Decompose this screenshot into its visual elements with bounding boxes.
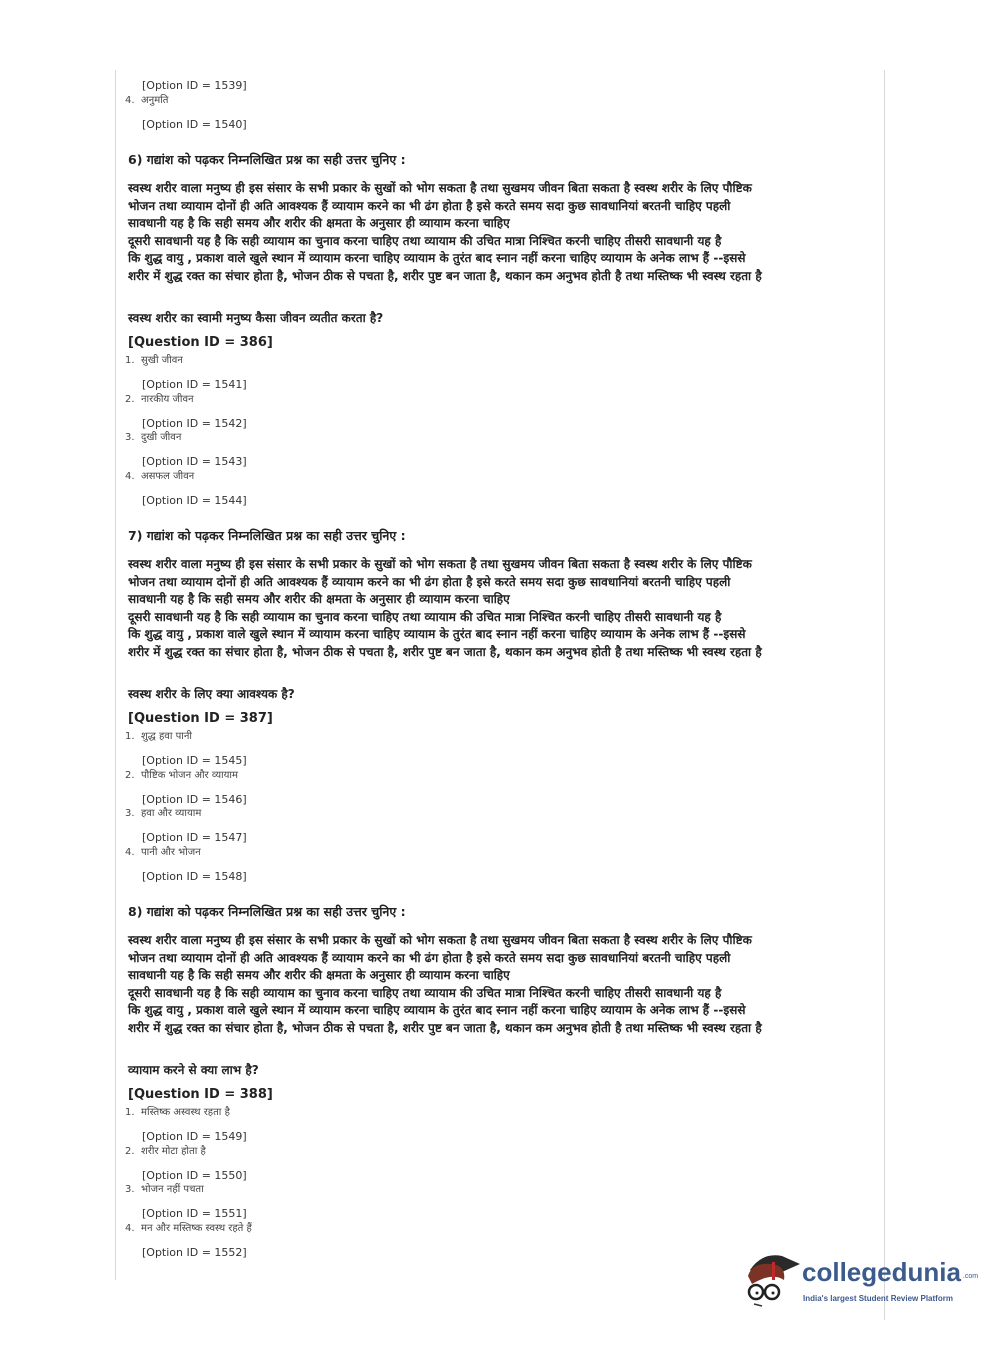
option-text: नारकीय जीवन: [141, 393, 194, 405]
option-id: [Option ID = 1541]: [142, 378, 247, 391]
passage-line: दूसरी सावधानी यह है कि सही व्यायाम का चुनाव करना चाहिए तथा व्यायाम की उचित मात्रा निश्चित करनी चाहिए तीसरी सावधानी यह है: [128, 985, 722, 1000]
option-item: [125, 431, 181, 444]
option-item: [125, 1106, 230, 1119]
option-text: दुखी जीवन: [141, 432, 182, 443]
question-id: [Question ID = 386]: [128, 335, 273, 350]
passage-line: भोजन तथा व्यायाम दोनों ही अति आवश्यक हैं व्यायाम करने का भी ढंग होता है इसे करते समय सदा कुछ सावधानियां बरतनी चाहिए पहली: [128, 950, 731, 965]
option-number: 2.: [125, 769, 135, 781]
option-id: [Option ID = 1550]: [142, 1168, 247, 1182]
passage: [128, 180, 878, 286]
collegedunia-logo: [742, 1250, 992, 1314]
option-item: [125, 393, 194, 406]
option-id: [Option ID = 1542]: [142, 416, 247, 430]
option-number: 4.: [125, 846, 135, 858]
option-item: [125, 1222, 252, 1235]
option-text: मन और मस्तिष्क स्वस्थ रहते हैं: [141, 1222, 252, 1234]
passage-line: शरीर में शुद्ध रक्त का संचार होता है, भोजन ठीक से पचता है, शरीर पुष्ट बन जाता है, थकान कम अनुभव होती है तथा मस्तिष्क भी स्वस्थ रहता है: [128, 644, 762, 659]
option-item: [125, 807, 201, 820]
question-heading: 6) गद्यांश को पढ़कर निम्नलिखित प्रश्न का सही उत्तर चुनिए :: [128, 152, 406, 167]
question-heading: 8) गद्यांश को पढ़कर निम्नलिखित प्रश्न का सही उत्तर चुनिए :: [128, 904, 406, 919]
question-text: व्यायाम करने से क्या लाभ है?: [128, 1063, 259, 1077]
option-number: 4.: [125, 1222, 135, 1234]
option-number: 4.: [125, 95, 135, 106]
passage-line: भोजन तथा व्यायाम दोनों ही अति आवश्यक हैं व्यायाम करने का भी ढंग होता है इसे करते समय सदा कुछ सावधानियां बरतनी चाहिए पहली: [128, 198, 731, 213]
passage: [128, 932, 878, 1038]
option-item: [125, 470, 194, 483]
option-number: 1.: [125, 731, 135, 742]
passage-line: कि शुद्ध वायु , प्रकाश वाले खुले स्थान में व्यायाम करना चाहिए व्यायाम के तुरंत बाद स्नान नहीं करना चाहिए व्यायाम के अनेक लाभ हैं --इससे: [128, 1003, 746, 1018]
option-number: 1.: [125, 1107, 135, 1118]
passage: [128, 556, 878, 662]
option-text: मस्तिष्क अस्वस्थ रहता है: [141, 1107, 230, 1118]
question-id: [Question ID = 388]: [128, 1087, 273, 1102]
option-id: [Option ID = 1539]: [142, 79, 247, 92]
passage-line: स्वस्थ शरीर वाला मनुष्य ही इस संसार के सभी प्रकार के सुखों को भोग सकता है तथा सुखमय जीवन बिता सकता है स्वस्थ शरीर के लिए पौष्टिक: [128, 933, 752, 947]
option-id: [Option ID = 1540]: [142, 118, 247, 131]
option-id: [Option ID = 1547]: [142, 831, 247, 844]
question-block: [125, 528, 878, 912]
option-number: 2.: [125, 1145, 135, 1157]
option-text: असफल जीवन: [141, 470, 195, 482]
option-item: [125, 1183, 204, 1196]
question-text: स्वस्थ शरीर के लिए क्या आवश्यक है?: [128, 687, 295, 701]
option-id: [Option ID = 1546]: [142, 792, 247, 806]
option-text: भोजन नहीं पचता: [141, 1184, 204, 1195]
passage-line: सावधानी यह है कि सही समय और शरीर की क्षमता के अनुसार ही व्यायाम करना चाहिए: [128, 968, 510, 983]
option-item: [125, 846, 201, 859]
option-item: [125, 354, 183, 367]
option-text: शुद्ध हवा पानी: [141, 731, 193, 742]
option-id: [Option ID = 1543]: [142, 455, 247, 468]
option-text: अनुमति: [141, 95, 169, 106]
option-id: [Option ID = 1545]: [142, 754, 247, 767]
question-block: [125, 152, 878, 536]
passage-line: भोजन तथा व्यायाम दोनों ही अति आवश्यक हैं व्यायाम करने का भी ढंग होता है इसे करते समय सदा कुछ सावधानियां बरतनी चाहिए पहली: [128, 574, 731, 589]
option-text: हवा और व्यायाम: [141, 808, 202, 819]
option-text: सुखी जीवन: [141, 355, 183, 366]
option-item: [125, 1145, 206, 1158]
option-item: [125, 730, 192, 743]
option-item: [125, 94, 168, 107]
passage-line: शरीर में शुद्ध रक्त का संचार होता है, भोजन ठीक से पचता है, शरीर पुष्ट बन जाता है, थकान कम अनुभव होती है तथा मस्तिष्क भी स्वस्थ रहता है: [128, 268, 762, 283]
option-item: [125, 769, 238, 782]
logo-suffix: .com: [962, 1273, 979, 1280]
passage-line: शरीर में शुद्ध रक्त का संचार होता है, भोजन ठीक से पचता है, शरीर पुष्ट बन जाता है, थकान कम अनुभव होती है तथा मस्तिष्क भी स्वस्थ रहता है: [128, 1020, 762, 1035]
option-text: पानी और भोजन: [141, 846, 201, 858]
option-id: [Option ID = 1549]: [142, 1130, 247, 1143]
option-text: पौष्टिक भोजन और व्यायाम: [141, 769, 239, 781]
passage-line: सावधानी यह है कि सही समय और शरीर की क्षमता के अनुसार ही व्यायाम करना चाहिए: [128, 216, 510, 231]
question-block: [125, 904, 878, 1288]
right-border: [884, 70, 885, 1320]
question-heading: 7) गद्यांश को पढ़कर निम्नलिखित प्रश्न का सही उत्तर चुनिए :: [128, 528, 406, 543]
left-border: [115, 70, 116, 1280]
mascot-icon: [742, 1250, 802, 1310]
logo-wordmark: collegedunia: [802, 1257, 961, 1287]
option-number: 4.: [125, 470, 135, 482]
passage-line: स्वस्थ शरीर वाला मनुष्य ही इस संसार के सभी प्रकार के सुखों को भोग सकता है तथा सुखमय जीवन बिता सकता है स्वस्थ शरीर के लिए पौष्टिक: [128, 181, 752, 195]
passage-line: स्वस्थ शरीर वाला मनुष्य ही इस संसार के सभी प्रकार के सुखों को भोग सकता है तथा सुखमय जीवन बिता सकता है स्वस्थ शरीर के लिए पौष्टिक: [128, 557, 752, 571]
option-number: 3.: [125, 432, 135, 443]
passage-line: कि शुद्ध वायु , प्रकाश वाले खुले स्थान में व्यायाम करना चाहिए व्यायाम के तुरंत बाद स्नान नहीं करना चाहिए व्यायाम के अनेक लाभ हैं --इससे: [128, 627, 746, 642]
option-id: [Option ID = 1552]: [142, 1245, 247, 1259]
question-text: स्वस्थ शरीर का स्वामी मनुष्य कैसा जीवन व्यतीत करता है?: [128, 311, 384, 325]
option-id: [Option ID = 1544]: [142, 493, 247, 507]
option-number: 2.: [125, 393, 135, 405]
option-id: [Option ID = 1551]: [142, 1207, 247, 1220]
option-number: 1.: [125, 355, 135, 366]
passage-line: सावधानी यह है कि सही समय और शरीर की क्षमता के अनुसार ही व्यायाम करना चाहिए: [128, 592, 510, 607]
question-id: [Question ID = 387]: [128, 711, 273, 726]
logo-tagline: India's largest Student Review Platform: [803, 1294, 953, 1303]
passage-line: दूसरी सावधानी यह है कि सही व्यायाम का चुनाव करना चाहिए तथा व्यायाम की उचित मात्रा निश्चित करनी चाहिए तीसरी सावधानी यह है: [128, 233, 722, 248]
passage-line: दूसरी सावधानी यह है कि सही व्यायाम का चुनाव करना चाहिए तथा व्यायाम की उचित मात्रा निश्चित करनी चाहिए तीसरी सावधानी यह है: [128, 609, 722, 624]
option-number: 3.: [125, 1184, 135, 1195]
passage-line: कि शुद्ध वायु , प्रकाश वाले खुले स्थान में व्यायाम करना चाहिए व्यायाम के तुरंत बाद स्नान नहीं करना चाहिए व्यायाम के अनेक लाभ हैं --इससे: [128, 251, 746, 266]
logo-wordmark-row: [802, 1256, 978, 1288]
option-number: 3.: [125, 808, 135, 819]
option-text: शरीर मोटा होता है: [141, 1145, 206, 1157]
option-id: [Option ID = 1548]: [142, 869, 247, 883]
